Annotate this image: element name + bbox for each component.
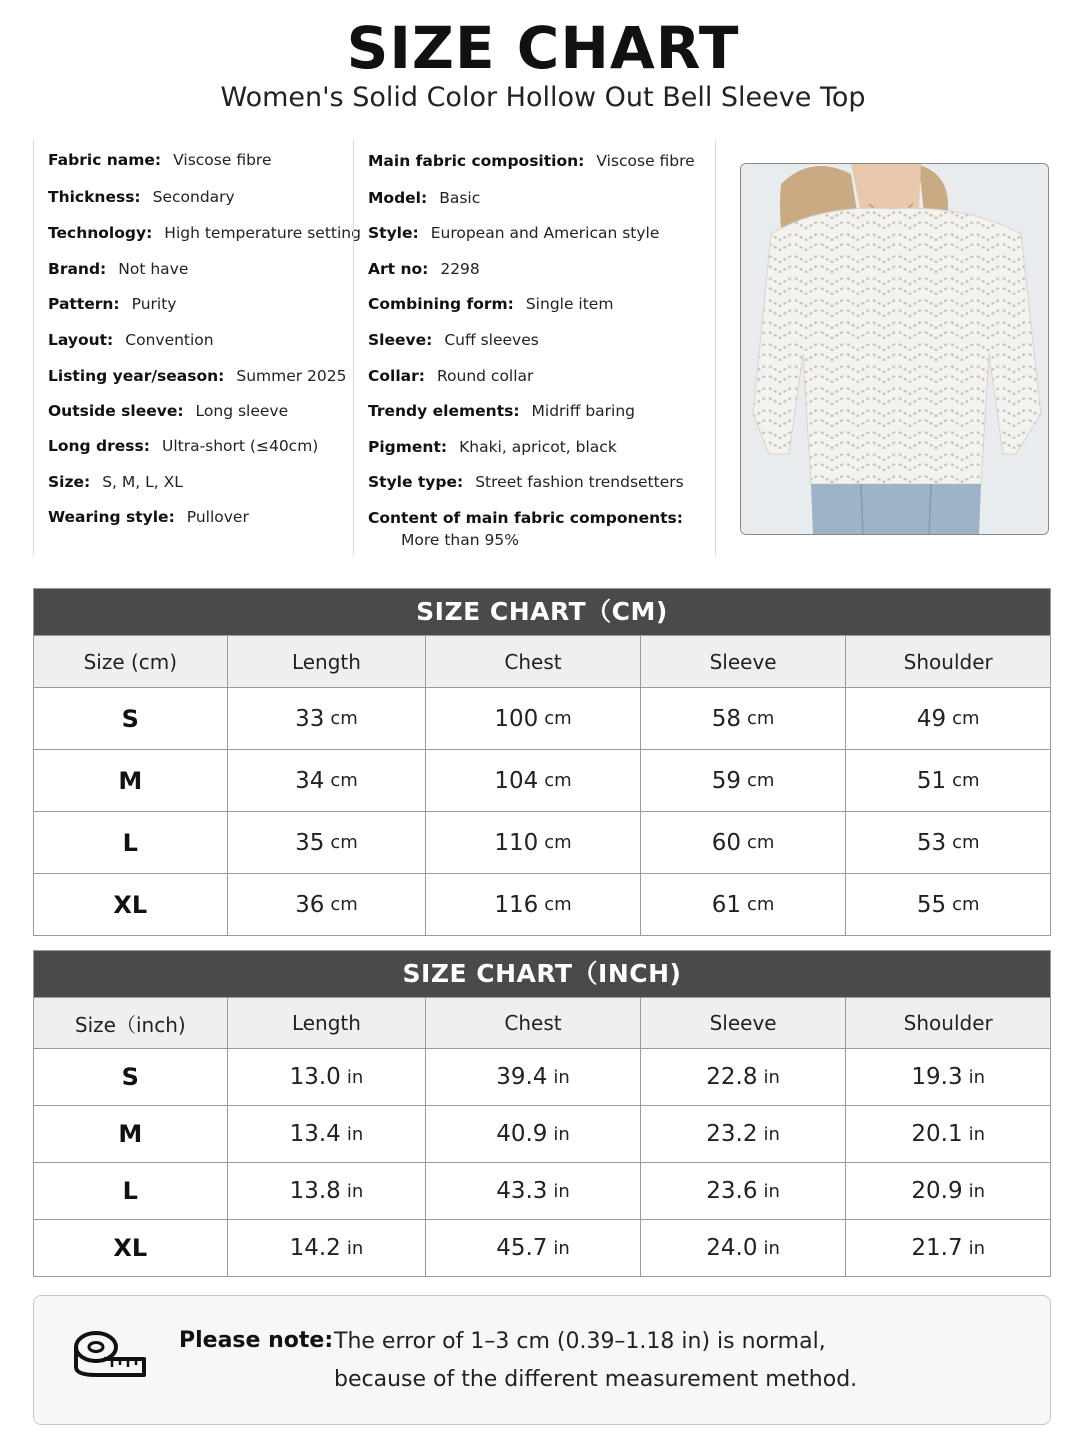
spec-item: Wearing style: Pullover <box>48 508 249 526</box>
column-header: Sleeve <box>640 636 846 687</box>
column-header: Chest <box>425 998 640 1048</box>
tape-measure-icon <box>74 1329 148 1379</box>
table-banner: SIZE CHART（CM) <box>34 589 1050 635</box>
table-banner: SIZE CHART（INCH) <box>34 951 1050 997</box>
specs-divider <box>715 140 716 555</box>
value-cell: 49 cm <box>845 688 1050 749</box>
value-cell: 23.6 in <box>640 1163 846 1219</box>
column-header: Shoulder <box>845 636 1050 687</box>
spec-item: Trendy elements: Midriff baring <box>368 402 636 420</box>
value-cell: 100 cm <box>425 688 640 749</box>
size-cell: S <box>121 1063 139 1091</box>
table-row <box>34 1219 1050 1276</box>
column-header: Length <box>227 636 426 687</box>
value-cell: 40.9 in <box>425 1106 640 1162</box>
table-row <box>34 873 1050 935</box>
value-cell: 20.1 in <box>845 1106 1050 1162</box>
value-cell: 53 cm <box>845 812 1050 873</box>
value-cell: 110 cm <box>425 812 640 873</box>
value-cell: 22.8 in <box>640 1049 846 1105</box>
value-cell: 13.4 in <box>227 1106 426 1162</box>
table-row <box>34 687 1050 749</box>
spec-item: Style: European and American style <box>368 224 660 242</box>
value-cell: 13.0 in <box>227 1049 426 1105</box>
spec-item: Combining form: Single item <box>368 295 614 313</box>
spec-item: Fabric name: Viscose fibre <box>48 151 272 169</box>
size-cell: XL <box>113 890 148 919</box>
spec-item: Listing year/season: Summer 2025 <box>48 367 347 385</box>
value-cell: 34 cm <box>227 750 426 811</box>
spec-item: Layout: Convention <box>48 331 214 349</box>
specs-column-right <box>353 140 715 555</box>
value-cell: 104 cm <box>425 750 640 811</box>
spec-item: Outside sleeve: Long sleeve <box>48 402 289 420</box>
table-row <box>34 811 1050 873</box>
spec-item: Content of main fabric components: More than 95% <box>368 509 683 549</box>
value-cell: 24.0 in <box>640 1220 846 1276</box>
table-row <box>34 1048 1050 1105</box>
table-header-row <box>34 635 1050 687</box>
size-cell: S <box>121 704 139 733</box>
value-cell: 43.3 in <box>425 1163 640 1219</box>
value-cell: 59 cm <box>640 750 846 811</box>
spec-item: Long dress: Ultra-short (≤40cm) <box>48 437 319 455</box>
value-cell: 61 cm <box>640 874 846 935</box>
model-photo-illustration <box>741 164 1049 535</box>
size-cell: M <box>118 1120 143 1148</box>
value-cell: 116 cm <box>425 874 640 935</box>
value-cell: 33 cm <box>227 688 426 749</box>
spec-item: Main fabric composition: Viscose fibre <box>368 152 695 170</box>
size-chart-inch-table <box>33 950 1051 1277</box>
note-text-line-2: because of the different measurement method. <box>334 1367 858 1392</box>
column-header: Size (cm) <box>34 636 227 687</box>
spec-item: Pattern: Purity <box>48 295 177 313</box>
value-cell: 45.7 in <box>425 1220 640 1276</box>
column-header: Size（inch) <box>34 998 227 1048</box>
table-header-row <box>34 997 1050 1048</box>
spec-item: Collar: Round collar <box>368 367 534 385</box>
value-cell: 39.4 in <box>425 1049 640 1105</box>
size-chart-cm-table <box>33 588 1051 936</box>
spec-item: Sleeve: Cuff sleeves <box>368 331 539 349</box>
note-label: Please note: <box>179 1328 334 1353</box>
spec-item: Art no: 2298 <box>368 260 480 278</box>
column-header: Chest <box>425 636 640 687</box>
page-title: SIZE CHART <box>346 14 740 82</box>
size-cell: L <box>122 1177 138 1205</box>
value-cell: 23.2 in <box>640 1106 846 1162</box>
spec-item: Brand: Not have <box>48 260 189 278</box>
value-cell: 21.7 in <box>845 1220 1050 1276</box>
spec-item: Model: Basic <box>368 189 481 207</box>
value-cell: 55 cm <box>845 874 1050 935</box>
spec-item: Style type: Street fashion trendsetters <box>368 473 684 491</box>
table-row <box>34 1105 1050 1162</box>
column-header: Shoulder <box>845 998 1050 1048</box>
value-cell: 51 cm <box>845 750 1050 811</box>
column-header: Length <box>227 998 426 1048</box>
value-cell: 20.9 in <box>845 1163 1050 1219</box>
value-cell: 58 cm <box>640 688 846 749</box>
note-text-line-1: The error of 1–3 cm (0.39–1.18 in) is normal, <box>334 1329 826 1354</box>
product-photo <box>740 163 1049 535</box>
table-row <box>34 749 1050 811</box>
size-cell: L <box>122 828 138 857</box>
value-cell: 60 cm <box>640 812 846 873</box>
specs-panel <box>33 140 718 555</box>
size-cell: M <box>118 766 143 795</box>
column-header: Sleeve <box>640 998 846 1048</box>
value-cell: 19.3 in <box>845 1049 1050 1105</box>
value-cell: 35 cm <box>227 812 426 873</box>
spec-item: Size: S, M, L, XL <box>48 473 183 491</box>
value-cell: 13.8 in <box>227 1163 426 1219</box>
spec-item: Pigment: Khaki, apricot, black <box>368 438 617 456</box>
product-subtitle: Women's Solid Color Hollow Out Bell Sleeve Top <box>220 82 866 113</box>
value-cell: 14.2 in <box>227 1220 426 1276</box>
size-cell: XL <box>113 1234 148 1262</box>
specs-column-left <box>33 140 361 555</box>
value-cell: 36 cm <box>227 874 426 935</box>
measurement-note <box>33 1295 1051 1425</box>
spec-item: Thickness: Secondary <box>48 188 235 206</box>
spec-item: Technology: High temperature setting <box>48 224 361 242</box>
table-row <box>34 1162 1050 1219</box>
